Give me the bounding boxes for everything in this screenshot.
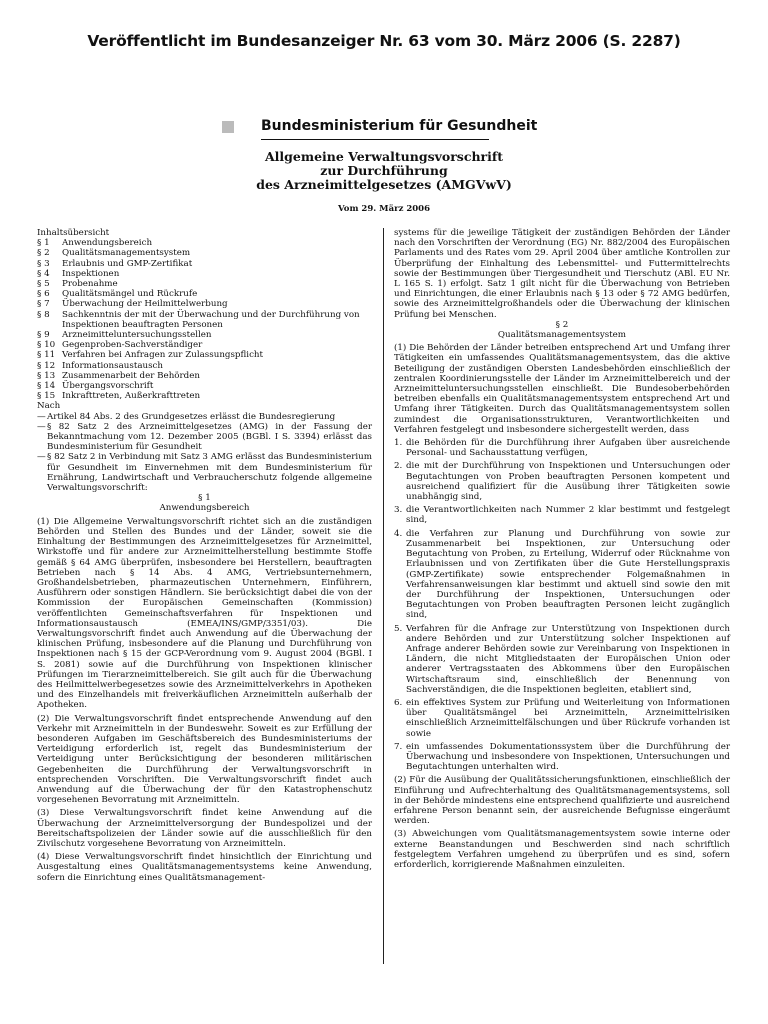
dash-bullet: — [37, 411, 46, 422]
item-number: 2. [394, 461, 403, 472]
toc-item [37, 279, 372, 289]
section-2-title: Qualitätsmanagementsystem [497, 330, 627, 341]
toc-section-number: § 1 [37, 238, 50, 249]
item-text: ein effektives System zur Prüfung und Weiterleitung von Informationen über Qualitätsmängel bei Arzneimitteln, Arzneimittelrisiken einschließlich Arzneimittelfälschungen und über Rückrufe vorhanden ist sowie [406, 697, 730, 739]
toc-section-title: Probenahme [62, 279, 118, 290]
toc-item [37, 259, 372, 269]
numbered-item [394, 461, 730, 502]
section-2-paragraph: (3) Abweichungen vom Qualitätsmanagementsystem sowie interne oder externe Beanstandungen und Beschwerden sind nach schriftlich festgelegtem Verfahren umgehend zu überprüfen und es sind, sofern erforderlich, korrigierende Maßnahmen einzuleiten. [394, 829, 730, 870]
toc-section-number: § 14 [37, 381, 56, 392]
toc-section-number: § 13 [37, 370, 56, 381]
item-text: ein umfassendes Dokumentationssystem über die Durchführung der Überwachung und insbesondere von Inspektionen, Untersuchungen und Begutachtungen unterhalten wird. [406, 741, 730, 773]
title-line: zur Durchführung [320, 163, 448, 178]
numbered-item [394, 698, 730, 739]
section-1-paragraph: (2) Die Verwaltungsvorschrift findet entsprechende Anwendung auf den Verkehr mit Arzneimitteln in der Bundeswehr. Soweit es zur Erfüllung der besonderen Aufgaben im Geschäftsbereich des Bundesministeriums der Verteidigung erforderlich ist, regelt das Bundesministerium der Verteidigung unter Berücksichtigung der besonderen militärischen Gegebenheiten die Durchführung der Verwaltungsvorschrift in entsprechenden Vorschriften. Die Verwaltungsvorschrift findet auch Anwendung auf die Überwachung der für den Katastrophenschutz vorgesehenen Bevorratung mit Arzneimitteln. [37, 713, 372, 806]
item-number: 5. [394, 623, 403, 634]
toc-section-number: § 3 [37, 258, 50, 269]
toc-section-number: § 7 [37, 299, 50, 310]
toc-item [37, 269, 372, 279]
toc-item [37, 340, 372, 350]
section-1-paragraph: (4) Diese Verwaltungsvorschrift findet hinsichtlich der Einrichtung und Ausgestaltung eines Qualitätsmanagementsystems keine Anwendung, sofern die Einrichtung eines Qualitätsmanagement- [37, 852, 372, 883]
continued-paragraph: systems für die jeweilige Tätigkeit der zuständigen Behörden der Länder nach den Vorschriften der Verordnung (EG) Nr. 882/2004 des Europäischen Parlaments und des Rates vom 29. April 2004 über amtliche Kontrollen zur Überprüfung der Einhaltung des Lebensmittel- und Futtermittelrechts sowie der Bestimmungen über Tiergesundheit und Tierschutz (ABl. EU Nr. L 165 S. 1) erfolgt. Satz 1 gilt nicht für die Überwachung von Betrieben und Einrichtungen, die einer Erlaubnis nach § 13 oder § 72 AMG bedürfen, sowie des Arzneimittelgroßhandels oder die Überwachung der klinischen Prüfung bei Menschen. [394, 228, 730, 320]
section-2-number: § 2 [555, 319, 569, 330]
toc-item [37, 381, 372, 391]
section-2-paragraph: (1) Die Behörden der Länder betreiben entsprechend Art und Umfang ihrer Tätigkeiten ein umfassendes Qualitätsmanagementsystem, das die aktive Beteiligung der zuständigen Obersten Landesbehörden einschließlich der zentralen Koordinierungsstelle der Länder im Arzneimittelbereich und der Arzneimitteluntersuchungsstellen einschließt. Die Bundesoberbehörden betreiben ebenfalls ein Qualitätsmanagementsystem entsprechend Art und Umfang ihrer Tätigkeiten. Durch das Qualitätsmanagementsystem sollen zumindest die Organisationsstrukturen, Verantwortlichkeiten und Verfahren festgelegt und insbesondere sichergestellt werden, dass [394, 343, 730, 435]
toc-section-number: § 15 [37, 391, 56, 402]
item-number: 7. [394, 741, 403, 752]
section-1-number: § 1 [198, 493, 211, 504]
item-number: 1. [394, 438, 403, 449]
toc-section-title: Erlaubnis und GMP-Zertifikat [62, 258, 193, 269]
numbered-item [394, 438, 730, 458]
toc-heading: Inhaltsübersicht [37, 228, 110, 238]
toc-section-title: Anwendungsbereich [62, 238, 153, 249]
preamble-text: § 82 Satz 2 des Arzneimittelgesetzes (AMG) in der Fassung der Bekanntmachung vom 12. Dezember 2005 (BGBl. I S. 3394) erlässt das Bundesministerium für Gesundheit [47, 421, 372, 453]
numbered-item [394, 742, 730, 773]
item-text: die Verfahren zur Planung und Durchführung von sowie zur Zusammenarbeit bei Inspektionen, zur Untersuchung oder Begutachtung von Proben, zu Erteilung, Widerruf oder Rücknahme von Erlaubnissen und von Zertifikaten über die Gute Herstellungspraxis (GMP-Zertifikate) sowie entsprechender Folgemaßnahmen in Verfahrensanweisungen klar bestimmt und aktuell sind sowie den mit der Durchführung der Inspektionen, Untersuchungen oder Begutachtungen von Proben beauftragten Personen leicht zugänglich sind, [406, 528, 730, 621]
toc-section-title: Informationsaustausch [62, 360, 164, 371]
numbered-item [394, 624, 730, 695]
toc-item [37, 361, 372, 371]
item-text: Verfahren für die Anfrage zur Unterstützung von Inspektionen durch andere Behörden und zur Unterstützung solcher Inspektionen auf Anfrage anderer Behörden sowie zur Vereinbarung von Inspektionen in Ländern, die nicht Mitgliedstaaten der Europäischen Union oder anderer Vertragsstaaten des Abkommens über den Europäischen Wirtschaftsraum sind, einschließlich der Benennung von Sachverständigen, die die Inspektionen begleiten, etabliert sind, [406, 623, 730, 695]
square-bullet-icon [222, 121, 234, 133]
toc-section-title: Inspektionen [62, 268, 120, 279]
section-1-paragraph: (3) Diese Verwaltungsvorschrift findet keine Anwendung auf die Überwachung der Arzneimittelversorgung der Bundespolizei und der Bereitschaftspolizeien der Länder sowie auf die ausschließlich für den Zivilschutz vorgesehene Bevorratung von Arzneimitteln. [37, 808, 372, 849]
toc-section-title: Qualitätsmanagementsystem [62, 248, 191, 259]
ministry-name: Bundesministerium für Gesundheit [261, 118, 538, 134]
dash-bullet: — [37, 452, 46, 463]
title-line: des Arzneimittelgesetzes (AMGVwV) [256, 177, 512, 192]
toc-section-number: § 2 [37, 248, 50, 259]
right-column [394, 228, 730, 870]
toc-section-title: Zusammenarbeit der Behörden [62, 370, 200, 381]
toc-section-title: Gegenproben-Sachverständiger [62, 340, 203, 351]
toc-section-number: § 8 [37, 309, 50, 320]
toc-item [37, 289, 372, 299]
toc-section-number: § 10 [37, 340, 56, 351]
column-divider [383, 228, 384, 964]
ministry-underline [261, 139, 489, 140]
numbered-item [394, 505, 730, 525]
section-1-title: Anwendungsbereich [159, 503, 250, 514]
toc-list [37, 238, 372, 401]
title-line: Allgemeine Verwaltungsvorschrift [264, 149, 504, 164]
toc-section-number: § 4 [37, 268, 50, 279]
toc-section-title: Übergangsvorschrift [62, 381, 154, 392]
toc-item [37, 350, 372, 360]
toc-section-title: Arzneimitteluntersuchungsstellen [62, 330, 212, 341]
toc-item [37, 248, 372, 258]
toc-section-title: Verfahren bei Anfragen zur Zulassungspflicht [62, 350, 264, 361]
document-date: Vom 29. März 2006 [337, 204, 431, 214]
toc-item [37, 310, 372, 330]
item-text: die Verantwortlichkeiten nach Nummer 2 klar bestimmt und festgelegt sind, [406, 505, 730, 526]
toc-section-title: Sachkenntnis der mit der Überwachung und der Durchführung von Inspektionen beauftragten Personen [62, 309, 360, 330]
toc-section-number: § 12 [37, 360, 56, 371]
preamble-item [37, 452, 372, 493]
toc-item [37, 238, 372, 248]
item-number: 3. [394, 505, 403, 516]
item-text: die Behörden für die Durchführung ihrer Aufgaben über ausreichende Personal- und Sachausstattung verfügen, [406, 438, 730, 459]
preamble-nach: Nach [37, 401, 61, 412]
toc-section-title: Qualitätsmängel und Rückrufe [62, 289, 198, 300]
toc-section-title: Inkrafttreten, Außerkrafttreten [62, 391, 201, 402]
toc-section-number: § 9 [37, 330, 50, 341]
toc-section-number: § 6 [37, 289, 50, 300]
toc-section-title: Überwachung der Heilmittelwerbung [62, 299, 228, 310]
preamble-item [37, 422, 372, 453]
item-number: 4. [394, 528, 403, 539]
preamble-text: Artikel 84 Abs. 2 des Grundgesetzes erlässt die Bundesregierung [47, 411, 336, 422]
item-number: 6. [394, 697, 403, 708]
toc-item [37, 299, 372, 309]
toc-section-number: § 5 [37, 279, 50, 290]
section-2-paragraph: (2) Für die Ausübung der Qualitätssicherungsfunktionen, einschließlich der Einführung und Aufrechterhaltung des Qualitätsmanagementsystems, soll in der Behörde mindestens eine entsprechend qualifizierte und ausreichend erfahrene Person benannt sein, der ausreichende Befugnisse eingeräumt werden. [394, 775, 730, 827]
preamble-text: § 82 Satz 2 in Verbindung mit Satz 3 AMG erlässt das Bundesministerium für Gesundheit im Einvernehmen mit dem Bundesministerium für Ernährung, Landwirtschaft und Verbraucherschutz folgende allgemeine Verwaltungsvorschrift: [47, 452, 372, 494]
section-1-paragraph: (1) Die Allgemeine Verwaltungsvorschrift richtet sich an die zuständigen Behörden und Stellen des Bundes und der Länder, soweit sie die Einhaltung der Bestimmungen des Arzneimittelgesetzes für Arzneimittel, Wirkstoffe und für andere zur Arzneimittelherstellung bestimmte Stoffe gemäß § 64 AMG überprüfen, insbesondere bei Herstellern, beauftragten Betrieben nach § 14 Abs. 4 AMG, Vertriebsunternehmern, Großhandelsbetrieben, pharmazeutischen Unternehmern, Einführern, Ausführern oder sonstigen Händlern. Sie berücksichtigt dabei die von der Kommission der Europäischen Gemeinschaften (Kommission) veröffentlichten Gemeinschaftsverfahren für Inspektionen und Informationsaustausch (EMEA/INS/GMP/3351/03). Die Verwaltungsvorschrift findet auch Anwendung auf die Überwachung der klinischen Prüfung, insbesondere auf die Planung und Durchführung von Inspektionen nach § 15 der GCP-Verordnung vom 9. August 2004 (BGBl. I S. 2081) sowie auf die Durchführung von Inspektionen klinischer Prüfungen im Tierarzneimittelbereich. Sie gilt auch für die Überwachung des Heilmittelwerbegesetzes sowie des Arzneimittelverkehrs in Apotheken und des Einzelhandels mit freiverkäuflichen Arzneimitteln außerhalb der Apotheken. [37, 516, 372, 711]
numbered-item [394, 529, 730, 621]
toc-item [37, 391, 372, 401]
publication-header: Veröffentlicht im Bundesanzeiger Nr. 63 vom 30. März 2006 (S. 2287) [87, 32, 681, 50]
toc-section-number: § 11 [37, 350, 56, 361]
document-title [200, 150, 568, 192]
dash-bullet: — [37, 421, 46, 432]
left-column [37, 228, 372, 883]
item-text: die mit der Durchführung von Inspektionen und Untersuchungen oder Begutachtungen von Proben beauftragten Personen kompetent und ausreichend qualifiziert für die Ausübung ihrer Tätigkeiten sowie unabhängig sind, [406, 461, 730, 503]
toc-item [37, 330, 372, 340]
preamble-item [37, 412, 372, 422]
toc-item [37, 371, 372, 381]
